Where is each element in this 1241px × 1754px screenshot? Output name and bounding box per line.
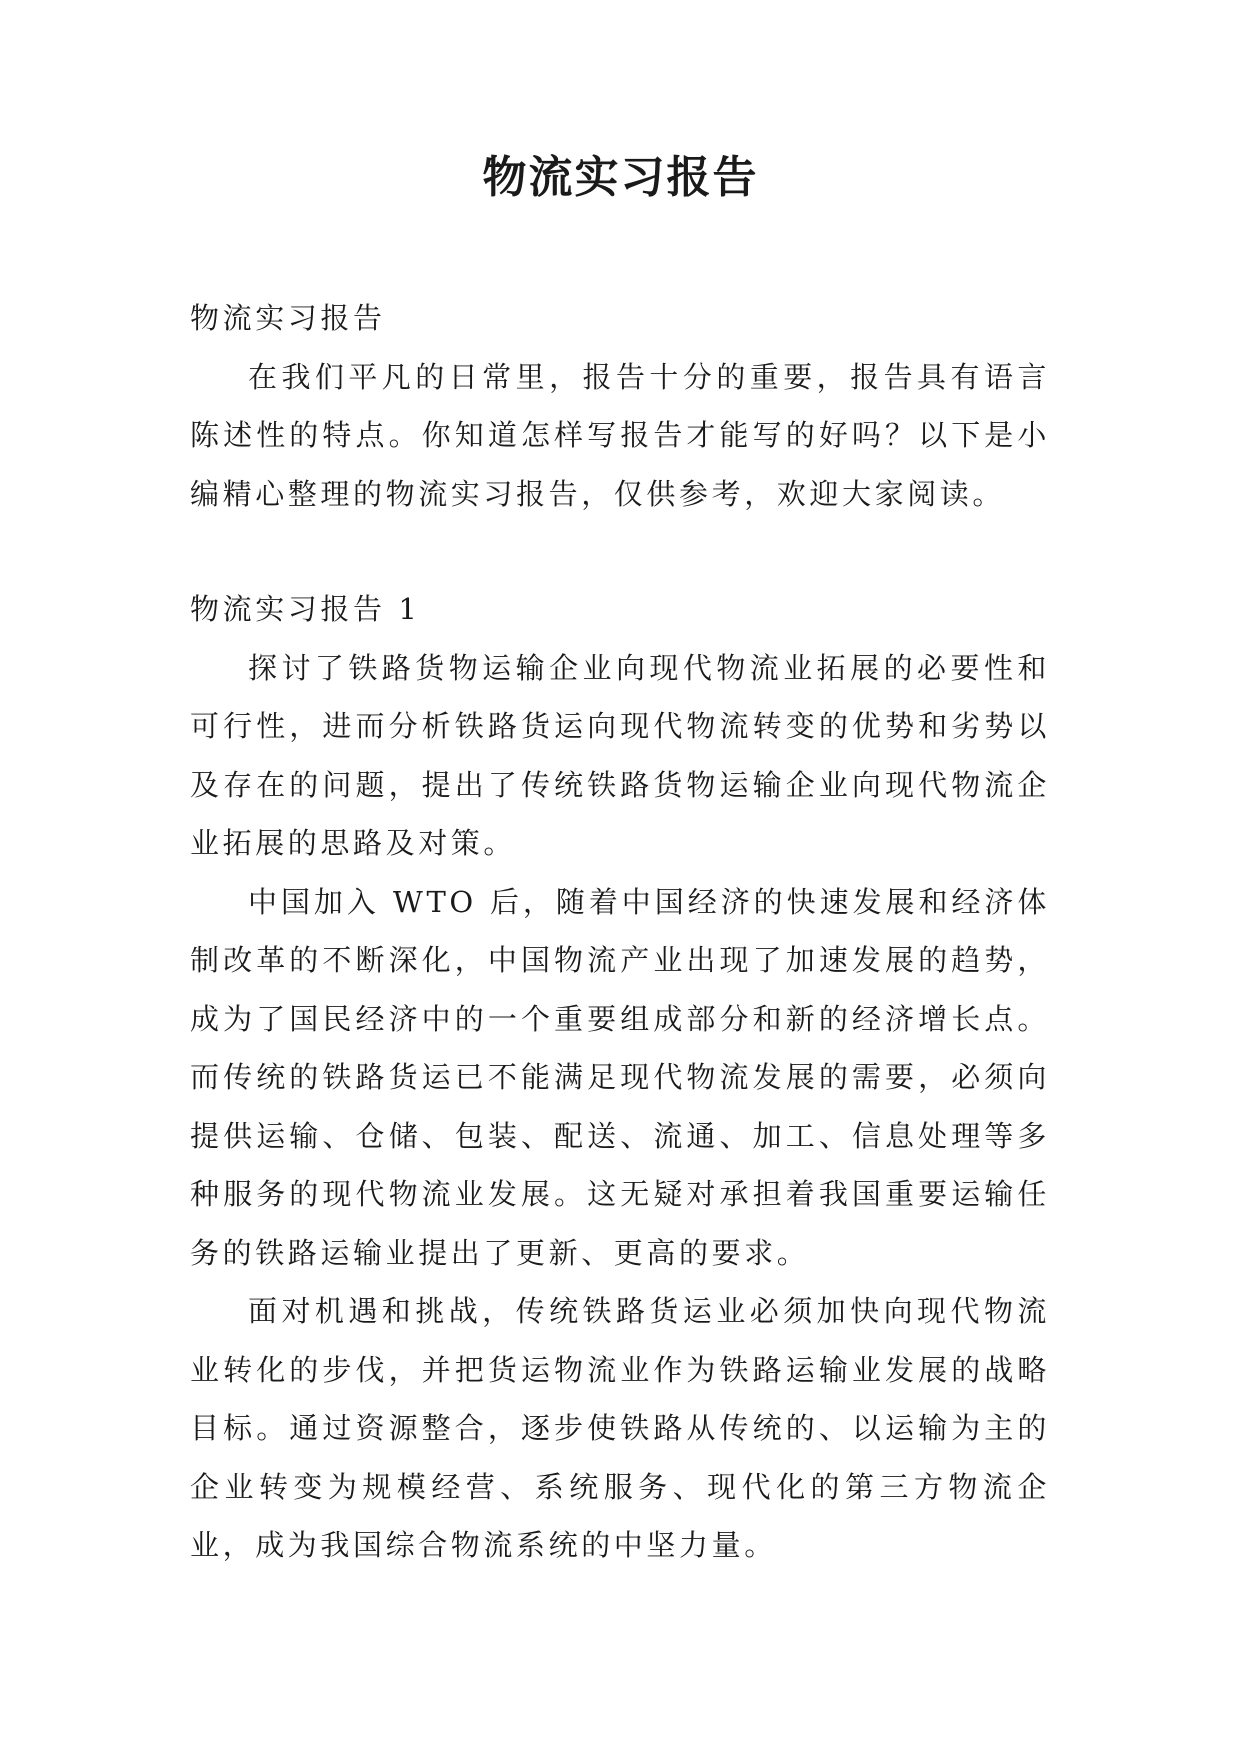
intro-paragraph: 在我们平凡的日常里，报告十分的重要，报告具有语言陈述性的特点。你知道怎样写报告才能写的好吗？以下是小编精心整理的物流实习报告，仅供参考，欢迎大家阅读。 xyxy=(190,359,1050,511)
section-1-paragraph-3: 面对机遇和挑战，传统铁路货运业必须加快向现代物流业转化的步伐，并把货运物流业作为铁路运输业发展的战略目标。通过资源整合，逐步使铁路从传统的、以运输为主的企业转变为规模经营、系统服务、现代化的第三方物流企业，成为我国综合物流系统的中坚力量。 xyxy=(190,1294,1050,1562)
section-1-paragraph-2: 中国加入 WTO 后，随着中国经济的快速发展和经济体制改革的不断深化，中国物流产业出现了加速发展的趋势，成为了国民经济中的一个重要组成部分和新的经济增长点。而传统的铁路货运已不能满足现代物流发展的需要，必须向提供运输、仓储、包装、配送、流通、加工、信息处理等多种服务的现代物流业发展。这无疑对承担着我国重要运输任务的铁路运输业提出了更新、更高的要求。 xyxy=(190,884,1050,1270)
section-1-heading: 物流实习报告 1 xyxy=(190,592,421,626)
document-title: 物流实习报告 xyxy=(482,152,759,203)
report-section-1 xyxy=(190,580,1050,1575)
intro-section xyxy=(190,289,1050,523)
intro-heading: 物流实习报告 xyxy=(190,301,386,335)
section-1-paragraph-1: 探讨了铁路货物运输企业向现代物流业拓展的必要性和可行性，进而分析铁路货运向现代物流转变的优势和劣势以及存在的问题，提出了传统铁路货物运输企业向现代物流企业拓展的思路及对策。 xyxy=(190,650,1050,860)
